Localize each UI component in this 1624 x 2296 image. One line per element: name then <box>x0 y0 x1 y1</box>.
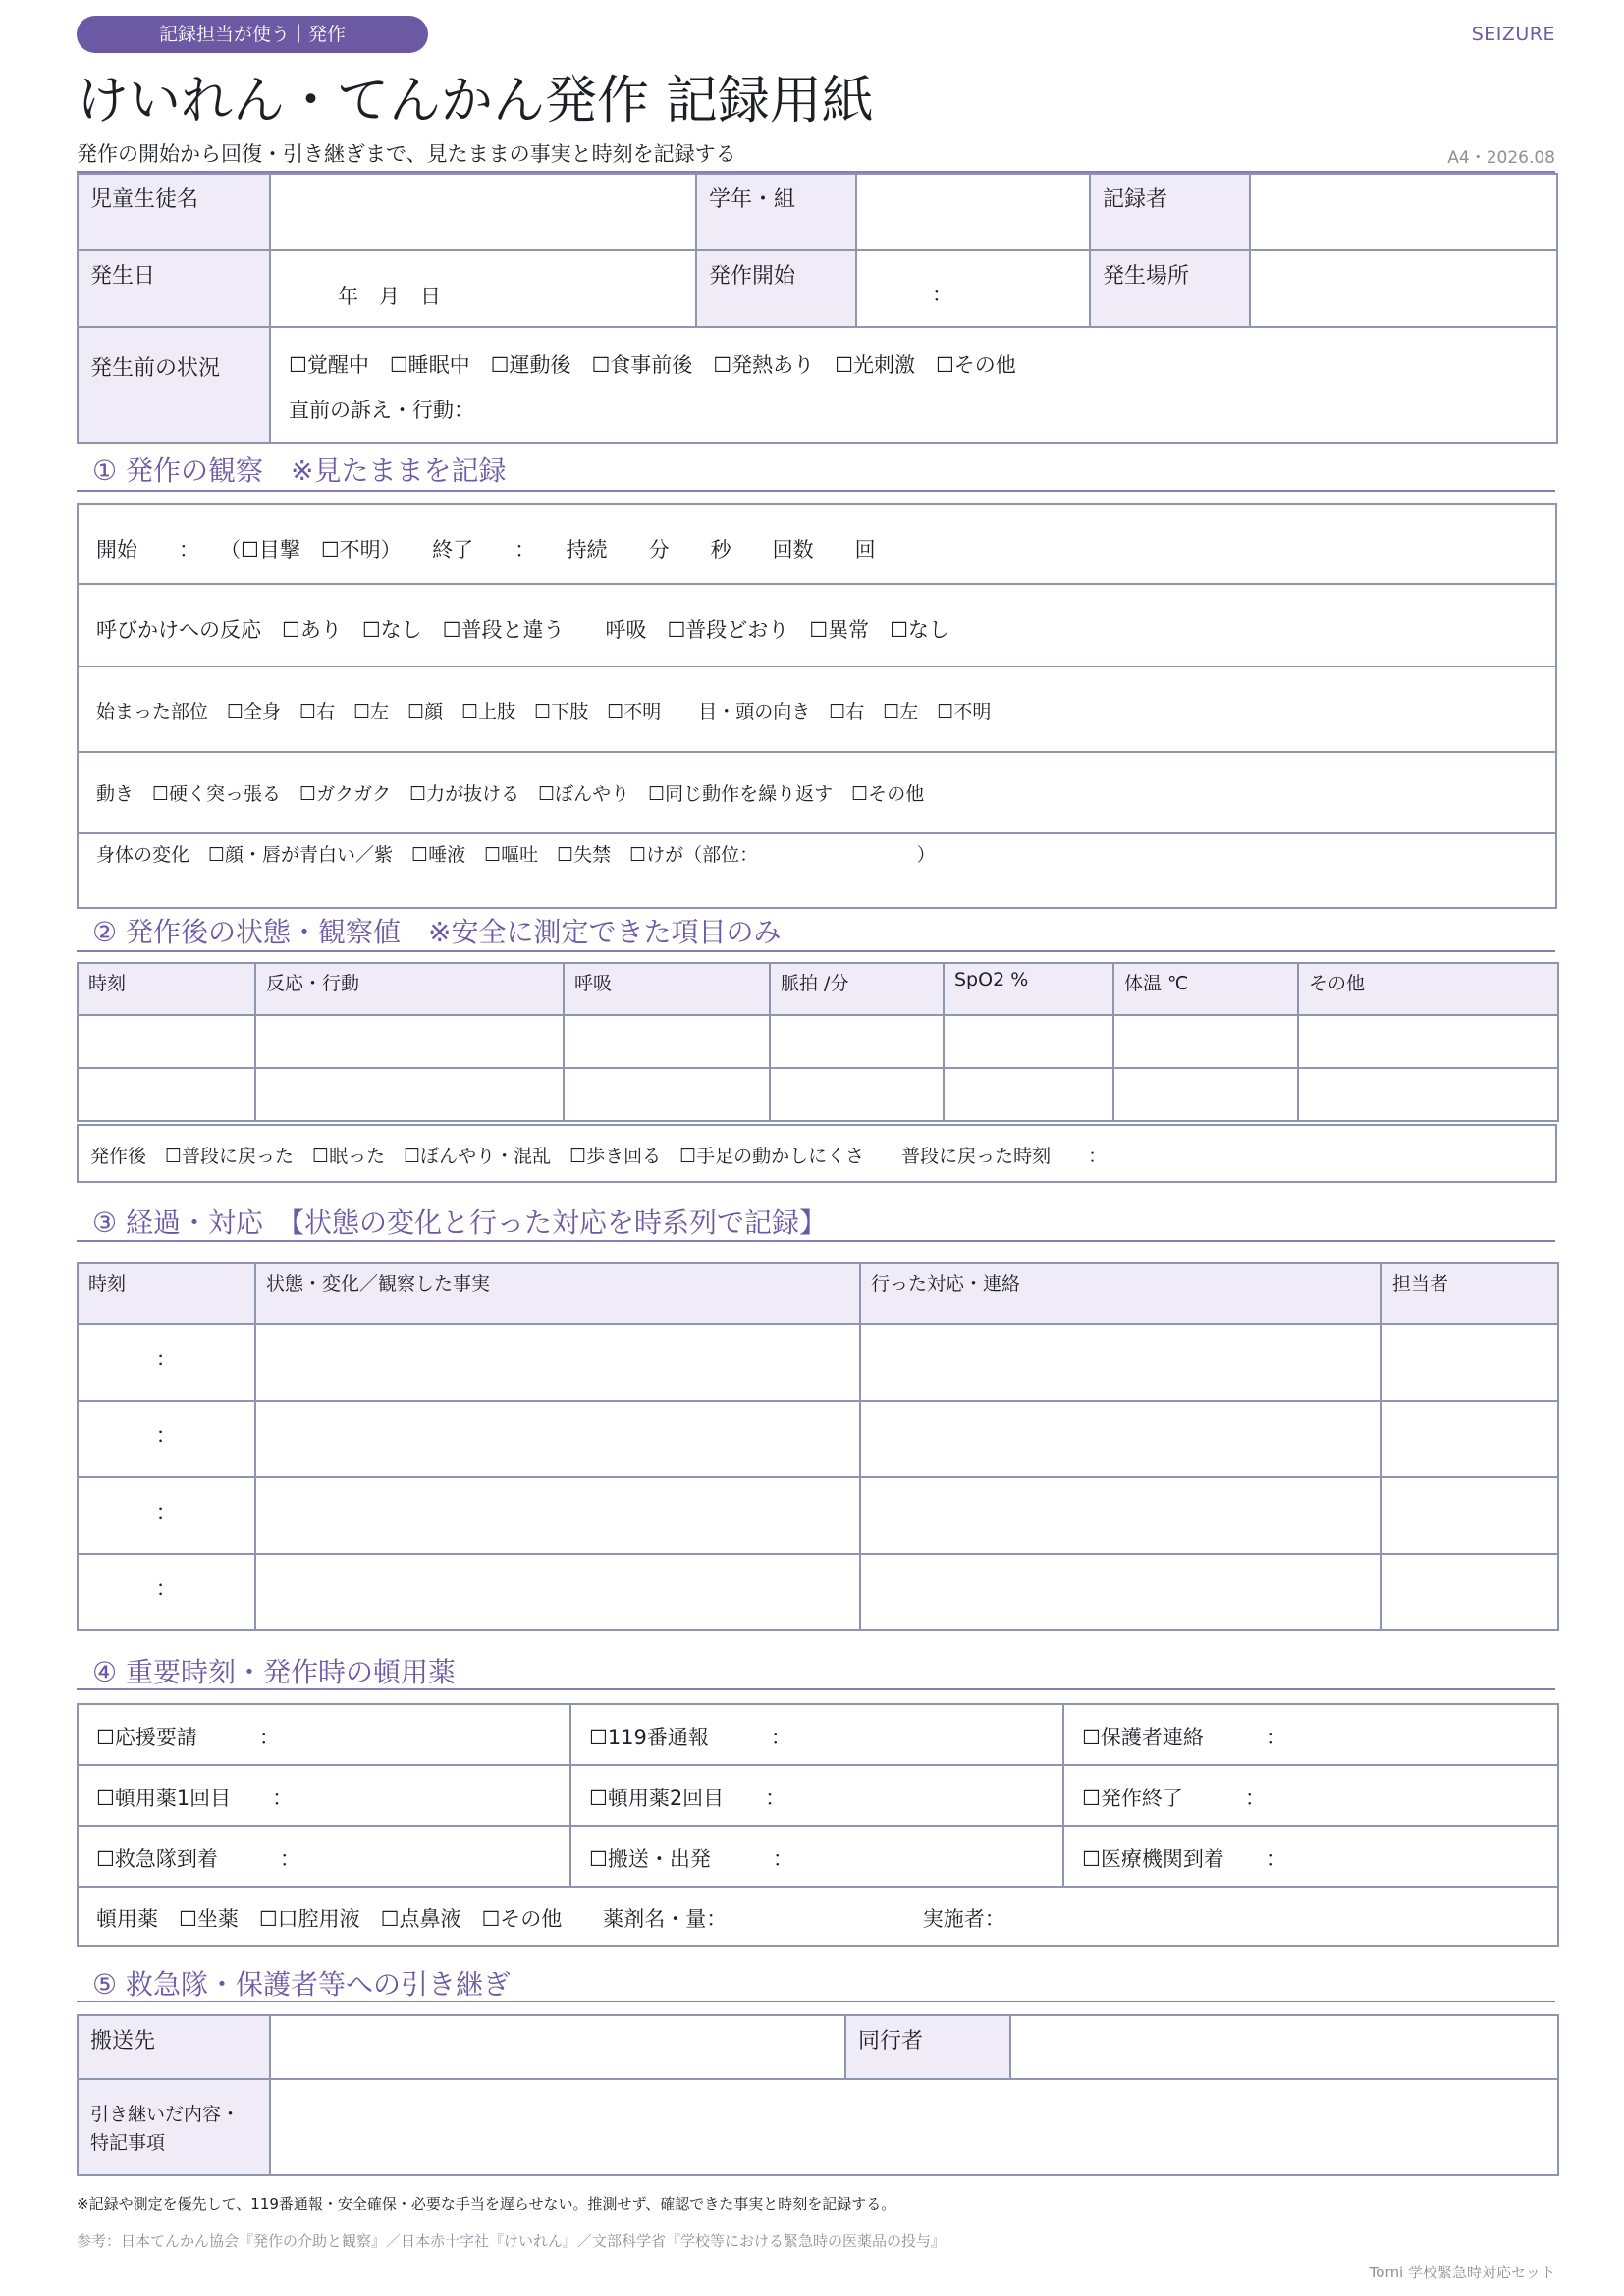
place-label: 発生場所 <box>1090 250 1250 327</box>
timeline-time-cell[interactable]: ： <box>78 1401 255 1477</box>
info-table <box>77 173 1558 444</box>
obs-divider <box>79 751 1555 753</box>
start-field[interactable] <box>856 250 1090 327</box>
timeline-header-staff: 担当者 <box>1381 1263 1558 1324</box>
timeline-staff-cell[interactable] <box>1381 1477 1558 1554</box>
key-time-med-dose-2[interactable]: ☐頓用薬2回目 ： <box>570 1765 1063 1826</box>
start-value: ： <box>932 283 952 306</box>
section-2-title: ② 発作後の状態・観察値 ※安全に測定できた項目のみ <box>92 916 782 948</box>
grade-field[interactable] <box>856 174 1090 250</box>
grade-label: 学年・組 <box>696 174 856 250</box>
timeline-action-cell[interactable] <box>860 1554 1381 1630</box>
vitals-cell[interactable] <box>1113 1015 1298 1068</box>
vitals-cell[interactable] <box>944 1068 1113 1121</box>
timeline-status-cell[interactable] <box>255 1477 860 1554</box>
observation-box <box>77 503 1557 909</box>
destination-field[interactable] <box>270 2015 845 2079</box>
category-pill: 記録担当が使う｜発作 <box>77 16 428 53</box>
date-value: 年 月 日 <box>338 285 441 308</box>
vitals-row <box>78 1015 1558 1068</box>
footer-references: 参考：日本てんかん協会『発作の介助と観察』／日本赤十字社『けいれん』／文部科学省『学校等における緊急時の医薬品の投与』 <box>77 2232 947 2250</box>
timeline-time-cell[interactable]: ： <box>78 1477 255 1554</box>
key-time-guardian-contact[interactable]: ☐保護者連絡 ： <box>1063 1704 1558 1765</box>
footer-note: ※記録や測定を優先して、119番通報・安全確保・必要な手当を遅らせない。推測せず、確認できた事実と時刻を記録する。 <box>77 2195 896 2213</box>
timeline-staff-cell[interactable] <box>1381 1554 1558 1630</box>
vitals-cell[interactable] <box>944 1015 1113 1068</box>
vitals-table <box>77 962 1559 1122</box>
key-times-table <box>77 1703 1559 1947</box>
timeline-time-cell[interactable]: ： <box>78 1554 255 1630</box>
vitals-header-other: その他 <box>1298 963 1558 1015</box>
timeline-row <box>78 1401 1558 1477</box>
key-time-ambulance-arrival[interactable]: ☐救急隊到着 ： <box>78 1826 570 1887</box>
section-2-rule <box>77 950 1555 952</box>
obs-divider <box>79 583 1555 585</box>
start-label: 発作開始 <box>696 250 856 327</box>
vitals-header-time: 時刻 <box>78 963 255 1015</box>
vitals-cell[interactable] <box>770 1068 944 1121</box>
timeline-time-cell[interactable]: ： <box>78 1324 255 1401</box>
page-subtitle: 発作の開始から回復・引き継ぎまで、見たままの事実と時刻を記録する <box>77 142 736 166</box>
vitals-header-temp: 体温 ℃ <box>1113 963 1298 1015</box>
timeline-status-cell[interactable] <box>255 1401 860 1477</box>
vitals-cell[interactable] <box>78 1068 255 1121</box>
obs-body-line[interactable]: 身体の変化 ☐顔・唇が青白い／紫 ☐唾液 ☐嘔吐 ☐失禁 ☐けが（部位： ） <box>96 844 936 866</box>
key-time-seizure-end[interactable]: ☐発作終了 ： <box>1063 1765 1558 1826</box>
handover-table <box>77 2014 1559 2176</box>
student-label: 児童生徒名 <box>78 174 270 250</box>
vitals-cell[interactable] <box>255 1015 564 1068</box>
recorder-label: 記録者 <box>1090 174 1250 250</box>
obs-onset-line[interactable]: 始まった部位 ☐全身 ☐右 ☐左 ☐顔 ☐上肢 ☐下肢 ☐不明 目・頭の向き ☐右 ☐左 ☐不明 <box>96 701 992 722</box>
before-note: 直前の訴え・行動： <box>289 399 474 422</box>
vitals-header-pulse: 脈拍 /分 <box>770 963 944 1015</box>
before-options[interactable]: ☐覚醒中 ☐睡眠中 ☐運動後 ☐食事前後 ☐発熱あり ☐光刺激 ☐その他 <box>289 353 1016 377</box>
recorder-field[interactable] <box>1250 174 1557 250</box>
timeline-header-action: 行った対応・連絡 <box>860 1263 1381 1324</box>
companion-label: 同行者 <box>845 2015 1010 2079</box>
vitals-header-response: 反応・行動 <box>255 963 564 1015</box>
section-5-title: ⑤ 救急隊・保護者等への引き継ぎ <box>92 1968 512 2001</box>
medication-row[interactable] <box>78 1887 1558 1946</box>
timeline-row <box>78 1554 1558 1630</box>
key-time-departure[interactable]: ☐搬送・出発 ： <box>570 1826 1063 1887</box>
medication-line[interactable]: 頓用薬 ☐坐薬 ☐口腔用液 ☐点鼻液 ☐その他 薬剤名・量： 実施者： <box>96 1907 1005 1931</box>
after-seizure-line[interactable]: 発作後 ☐普段に戻った ☐眠った ☐ぼんやり・混乱 ☐歩き回る ☐手足の動かしにくさ 普段に戻った時刻 ： <box>90 1146 1108 1167</box>
companion-field[interactable] <box>1010 2015 1558 2079</box>
section-3-rule <box>77 1240 1555 1242</box>
obs-divider <box>79 832 1555 834</box>
key-time-119-call[interactable]: ☐119番通報 ： <box>570 1704 1063 1765</box>
page-title: けいれん・てんかん発作 記録用紙 <box>77 71 874 131</box>
timeline-action-cell[interactable] <box>860 1401 1381 1477</box>
timeline-table <box>77 1262 1559 1631</box>
vitals-cell[interactable] <box>770 1015 944 1068</box>
vitals-cell[interactable] <box>1298 1068 1558 1121</box>
before-label: 発生前の状況 <box>78 327 270 443</box>
footer-brand: Tomi 学校緊急時対応セット <box>1369 2264 1555 2281</box>
obs-response-line[interactable]: 呼びかけへの反応 ☐あり ☐なし ☐普段と違う 呼吸 ☐普段どおり ☐異常 ☐なし <box>96 618 949 642</box>
vitals-cell[interactable] <box>78 1015 255 1068</box>
timeline-action-cell[interactable] <box>860 1324 1381 1401</box>
timeline-action-cell[interactable] <box>860 1477 1381 1554</box>
key-time-med-dose-1[interactable]: ☐頓用薬1回目 ： <box>78 1765 570 1826</box>
vitals-cell[interactable] <box>1298 1015 1558 1068</box>
section-4-rule <box>77 1688 1555 1690</box>
handover-content-field[interactable] <box>270 2079 1558 2175</box>
before-field[interactable] <box>270 327 1557 443</box>
vitals-cell[interactable] <box>564 1068 770 1121</box>
section-1-title: ① 発作の観察 ※見たままを記録 <box>92 454 507 487</box>
version-label: A4・2026.08 <box>1447 148 1555 168</box>
section-3-title: ③ 経過・対応 【状態の変化と行った対応を時系列で記録】 <box>92 1206 828 1239</box>
handover-content-label: 引き継いだ内容・ 特記事項 <box>78 2079 270 2175</box>
timeline-staff-cell[interactable] <box>1381 1401 1558 1477</box>
key-time-hospital-arrival[interactable]: ☐医療機関到着 ： <box>1063 1826 1558 1887</box>
category-tag: SEIZURE <box>1471 24 1555 45</box>
section-1-rule <box>77 490 1555 492</box>
vitals-cell[interactable] <box>255 1068 564 1121</box>
section-4-title: ④ 重要時刻・発作時の頓用薬 <box>92 1656 457 1688</box>
vitals-row <box>78 1068 1558 1121</box>
destination-label: 搬送先 <box>78 2015 270 2079</box>
student-field[interactable] <box>270 174 696 250</box>
obs-movement-line[interactable]: 動き ☐硬く突っ張る ☐ガクガク ☐力が抜ける ☐ぼんやり ☐同じ動作を繰り返す ☐その他 <box>96 783 925 805</box>
date-label: 発生日 <box>78 250 270 327</box>
place-field[interactable] <box>1250 250 1557 327</box>
obs-divider <box>79 666 1555 667</box>
timeline-row <box>78 1324 1558 1401</box>
timeline-status-cell[interactable] <box>255 1324 860 1401</box>
vitals-header-spo2: SpO2 % <box>944 963 1113 1015</box>
timeline-status-cell[interactable] <box>255 1554 860 1630</box>
section-5-rule <box>77 2001 1555 2002</box>
date-field[interactable] <box>270 250 696 327</box>
vitals-cell[interactable] <box>1113 1068 1298 1121</box>
timeline-staff-cell[interactable] <box>1381 1324 1558 1401</box>
key-time-support-request[interactable]: ☐応援要請 ： <box>78 1704 570 1765</box>
after-seizure-box <box>77 1124 1557 1183</box>
timeline-header-status: 状態・変化／観察した事実 <box>255 1263 860 1324</box>
obs-time-line[interactable]: 開始 ： （☐目撃 ☐不明） 終了 ： 持続 分 秒 回数 回 <box>96 538 876 561</box>
timeline-header-time: 時刻 <box>78 1263 255 1324</box>
vitals-header-breathing: 呼吸 <box>564 963 770 1015</box>
vitals-cell[interactable] <box>564 1015 770 1068</box>
timeline-row <box>78 1477 1558 1554</box>
